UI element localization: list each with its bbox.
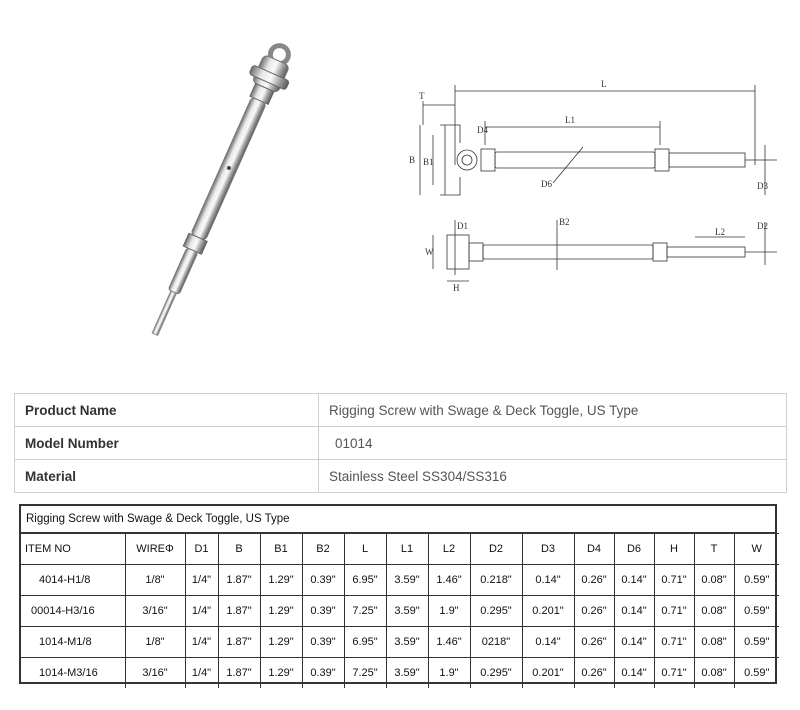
spec-cell: 1/4" <box>185 596 218 627</box>
spec-cell: 0.39" <box>302 596 344 627</box>
spec-cell: 3.59" <box>386 596 428 627</box>
spec-cell: 7.25" <box>344 596 386 627</box>
spec-header-cell: B2 <box>302 534 344 565</box>
spec-cell: 0.08" <box>694 658 734 689</box>
spec-table-title: Rigging Screw with Swage & Deck Toggle, US Type <box>21 506 775 533</box>
spec-cell: 0.14" <box>614 596 654 627</box>
drawing-label-B1: B1 <box>423 157 434 167</box>
info-row-material <box>15 460 787 493</box>
drawing-label-D4: D4 <box>477 125 488 135</box>
spec-cell: 1.46" <box>428 627 470 658</box>
spec-cell: 3/16" <box>125 596 185 627</box>
info-key: Model Number <box>15 427 319 460</box>
spec-table-panel <box>19 504 777 684</box>
spec-cell: 0.218" <box>470 565 522 596</box>
spec-cell: 0.39" <box>302 627 344 658</box>
spec-cell: 1014-M1/8 <box>21 627 125 658</box>
spec-header-cell: D3 <box>522 534 574 565</box>
spec-header-row <box>21 534 779 565</box>
spec-cell: 0218" <box>470 627 522 658</box>
spec-cell: 1.29" <box>260 627 302 658</box>
spec-cell: 0.59" <box>734 596 779 627</box>
drawing-label-D6: D6 <box>541 179 552 189</box>
spec-header-cell: T <box>694 534 734 565</box>
spec-cell: 4014-H1/8 <box>21 565 125 596</box>
spec-cell: 0.59" <box>734 565 779 596</box>
drawing-label-L2: L2 <box>715 227 725 237</box>
spec-header-cell: W <box>734 534 779 565</box>
spec-row <box>21 596 779 627</box>
spec-cell: 1/8" <box>125 565 185 596</box>
spec-cell: 0.59" <box>734 658 779 689</box>
spec-cell: 3.59" <box>386 658 428 689</box>
spec-cell: 1.87" <box>218 596 260 627</box>
info-row-product-name <box>15 394 787 427</box>
spec-cell: 3/16" <box>125 658 185 689</box>
spec-header-cell: H <box>654 534 694 565</box>
spec-cell: 0.14" <box>614 658 654 689</box>
spec-cell: 0.39" <box>302 565 344 596</box>
spec-cell: 1.87" <box>218 627 260 658</box>
spec-cell: 0.14" <box>614 565 654 596</box>
spec-cell: 0.08" <box>694 565 734 596</box>
spec-cell: 1/4" <box>185 627 218 658</box>
product-photo <box>70 28 370 348</box>
spec-cell: 1/4" <box>185 658 218 689</box>
spec-cell: 1.87" <box>218 565 260 596</box>
spec-cell: 0.59" <box>734 627 779 658</box>
spec-cell: 1.29" <box>260 565 302 596</box>
info-value: 01014 <box>319 427 787 460</box>
spec-cell: 6.95" <box>344 627 386 658</box>
spec-cell: 0.26" <box>574 596 614 627</box>
technical-drawing <box>405 75 790 295</box>
spec-cell: 1.87" <box>218 658 260 689</box>
spec-cell: 0.71" <box>654 627 694 658</box>
spec-cell: 1.29" <box>260 658 302 689</box>
spec-header-cell: B1 <box>260 534 302 565</box>
spec-header-cell: D4 <box>574 534 614 565</box>
spec-header-cell: D1 <box>185 534 218 565</box>
spec-cell: 1.9" <box>428 658 470 689</box>
spec-header-cell: D2 <box>470 534 522 565</box>
spec-cell: 1/8" <box>125 627 185 658</box>
spec-cell: 0.71" <box>654 565 694 596</box>
drawing-label-H: H <box>453 283 460 293</box>
spec-cell: 0.295" <box>470 658 522 689</box>
spec-cell: 0.26" <box>574 627 614 658</box>
spec-cell: 0.26" <box>574 565 614 596</box>
spec-header-cell: L <box>344 534 386 565</box>
info-key: Product Name <box>15 394 319 427</box>
spec-cell: 0.39" <box>302 658 344 689</box>
spec-cell: 7.25" <box>344 658 386 689</box>
drawing-label-T: T <box>419 91 425 101</box>
spec-cell: 0.201" <box>522 658 574 689</box>
spec-row <box>21 627 779 658</box>
spec-cell: 6.95" <box>344 565 386 596</box>
spec-header-cell: L1 <box>386 534 428 565</box>
spec-table <box>21 533 779 688</box>
drawing-label-L1: L1 <box>565 115 575 125</box>
spec-header-cell: L2 <box>428 534 470 565</box>
drawing-label-D1: D1 <box>457 221 468 231</box>
spec-cell: 1.9" <box>428 596 470 627</box>
spec-cell: 0.14" <box>522 627 574 658</box>
spec-header-cell: WIREΦ <box>125 534 185 565</box>
spec-cell: 1/4" <box>185 565 218 596</box>
drawing-label-W: W <box>425 247 434 257</box>
spec-cell: 0.26" <box>574 658 614 689</box>
spec-cell: 0.71" <box>654 658 694 689</box>
product-info-table <box>14 393 787 493</box>
spec-cell: 1.46" <box>428 565 470 596</box>
spec-cell: 0.08" <box>694 596 734 627</box>
drawing-label-B2: B2 <box>559 217 570 227</box>
info-row-model-number <box>15 427 787 460</box>
spec-header-cell: ITEM NO <box>21 534 125 565</box>
spec-cell: 1014-M3/16 <box>21 658 125 689</box>
drawing-label-L: L <box>601 79 607 89</box>
spec-cell: 0.08" <box>694 627 734 658</box>
spec-header-cell: D6 <box>614 534 654 565</box>
spec-row <box>21 658 779 689</box>
spec-cell: 00014-H3/16 <box>21 596 125 627</box>
spec-cell: 3.59" <box>386 627 428 658</box>
drawing-label-D2: D2 <box>757 221 768 231</box>
spec-cell: 0.14" <box>522 565 574 596</box>
spec-cell: 0.295" <box>470 596 522 627</box>
spec-cell: 0.201" <box>522 596 574 627</box>
info-key: Material <box>15 460 319 493</box>
spec-cell: 0.71" <box>654 596 694 627</box>
spec-cell: 1.29" <box>260 596 302 627</box>
spec-cell: 3.59" <box>386 565 428 596</box>
drawing-label-B: B <box>409 155 416 165</box>
info-value: Rigging Screw with Swage & Deck Toggle, US Type <box>319 394 787 427</box>
spec-row <box>21 565 779 596</box>
spec-cell: 0.14" <box>614 627 654 658</box>
spec-header-cell: B <box>218 534 260 565</box>
drawing-label-D3: D3 <box>757 181 768 191</box>
info-value: Stainless Steel SS304/SS316 <box>319 460 787 493</box>
